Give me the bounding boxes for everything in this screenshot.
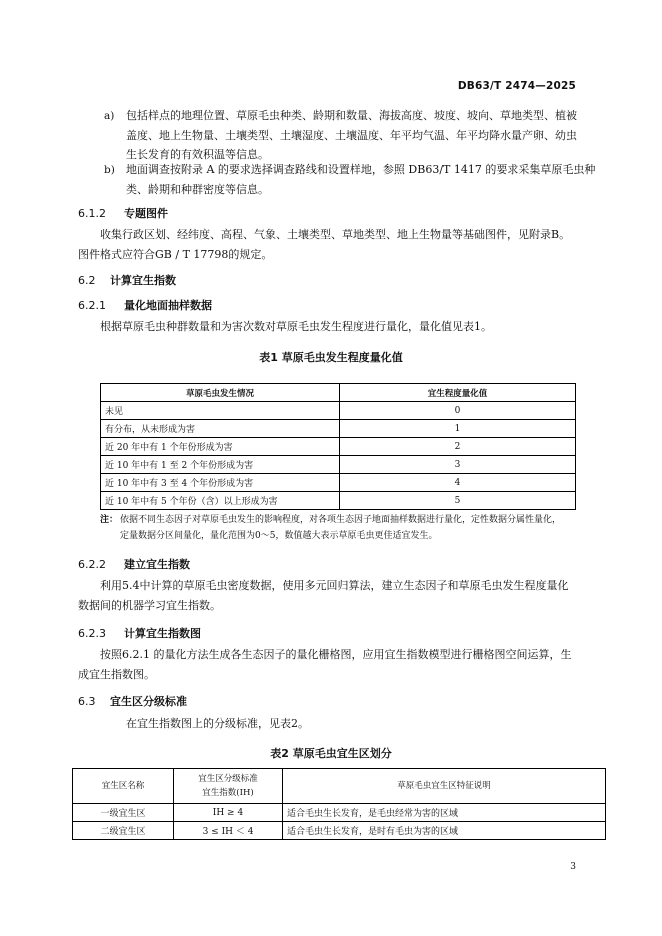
table-row <box>73 804 606 822</box>
table-header-cell: 宜生区名称 <box>73 769 174 804</box>
page-number: 3 <box>570 862 576 872</box>
section-6-1-2-body <box>78 225 571 264</box>
table1 <box>100 383 576 510</box>
section-6-3-body: 在宜生指数图上的分级标准，见表2。 <box>126 717 309 730</box>
table-cell: 近 10 年中有 3 至 4 个年份形成为害 <box>101 474 340 492</box>
table-row <box>101 438 576 456</box>
table-header-cell: 宜生程度量化值 <box>340 384 576 402</box>
header-line: 宜生区分级标准 <box>198 774 258 784</box>
section-6-2-2-heading <box>78 556 190 572</box>
table1-caption: 表1 草原毛虫发生程度量化值 <box>259 351 403 364</box>
table-header-cell: 草原毛虫发生情况 <box>101 384 340 402</box>
table-cell: 近 20 年中有 1 个年份形成为害 <box>101 438 340 456</box>
list-label-b: b) <box>104 164 115 176</box>
table-cell: 二级宜生区 <box>73 822 174 840</box>
table-row <box>101 402 576 420</box>
table-cell: 适合毛虫生长发育，是时有毛虫为害的区域 <box>283 822 606 840</box>
table-header-row <box>73 769 606 804</box>
table2-caption: 表2 草原毛虫宜生区划分 <box>270 747 392 760</box>
header-line: 宜生指数(IH) <box>202 788 254 798</box>
table-cell: 有分布，从未形成为害 <box>101 420 340 438</box>
list-item-a-line: 盖度、地上生物量、土壤类型、土壤湿度、土壤温度、年平均气温、年平均降水量产卵、幼虫 <box>126 128 577 142</box>
note-line: 定量数据分区间量化，量化范围为0～5，数值越大表示草原毛虫更佳适宜发生。 <box>120 531 438 541</box>
section-number: 6.2.2 <box>78 558 106 571</box>
table-cell: 0 <box>340 402 576 420</box>
section-6-2-1-body: 根据草原毛虫种群数量和为害次数对草原毛虫发生程度进行量化，量化值见表1。 <box>100 320 492 333</box>
table-cell: 适合毛虫生长发育，是毛虫经常为害的区域 <box>283 804 606 822</box>
table-cell: 1 <box>340 420 576 438</box>
table-cell: 3 ≤ IH ＜ 4 <box>174 822 283 840</box>
table-cell: 2 <box>340 438 576 456</box>
document-code: DB63/T 2474—2025 <box>457 80 576 92</box>
section-6-2-1-heading <box>78 297 212 313</box>
section-title: 建立宜生指数 <box>124 558 190 571</box>
list-item-b <box>126 160 595 199</box>
section-number: 6.2.1 <box>78 299 106 312</box>
section-title: 宜生区分级标准 <box>110 695 187 708</box>
table-header-cell <box>174 769 283 804</box>
section-number: 6.2 <box>78 274 96 287</box>
list-item-a <box>126 106 577 165</box>
paragraph-line: 数据间的机器学习宜生指数。 <box>78 598 221 612</box>
list-item-b-line: 类、龄期和种群密度等信息。 <box>126 182 269 196</box>
table-cell: 3 <box>340 456 576 474</box>
list-item-a-line: 包括样点的地理位置、草原毛虫种类、龄期和数量、海拔高度、坡度、坡向、草地类型、植被 <box>126 109 577 122</box>
section-title: 量化地面抽样数据 <box>124 299 212 312</box>
paragraph-line: 收集行政区划、经纬度、高程、气象、土壤类型、草地类型、地上生物量等基础图件，见附录B。 <box>100 228 571 241</box>
section-6-2-heading <box>78 272 176 288</box>
paragraph-line: 按照6.2.1 的量化方法生成各生态因子的量化栅格图，应用宜生指数模型进行栅格图空间运算，生 <box>100 648 572 661</box>
paragraph-line: 利用5.4中计算的草原毛虫密度数据，使用多元回归算法，建立生态因子和草原毛虫发生程度量化 <box>100 579 569 592</box>
table1-note-label: 注： <box>100 515 119 525</box>
list-item-a-line: 生长发育的有效积温等信息。 <box>126 148 269 161</box>
table-cell: IH ≥ 4 <box>174 804 283 822</box>
table-row <box>101 456 576 474</box>
list-item-b-line: 地面调查按附录 A 的要求选择调查路线和设置样地，参照 DB63/T 1417 的要求采集草原毛虫种 <box>126 163 596 176</box>
table1-note <box>120 512 561 544</box>
table-row <box>73 822 606 840</box>
table-cell: 近 10 年中有 1 至 2 个年份形成为害 <box>101 456 340 474</box>
note-line: 依据不同生态因子对草原毛虫发生的影响程度，对各项生态因子地面抽样数据进行量化，定性数据分属性量化， <box>120 515 562 525</box>
table-cell: 未见 <box>101 402 340 420</box>
section-title: 专题图件 <box>124 207 168 220</box>
section-title: 计算宜生指数 <box>110 274 176 287</box>
section-number: 6.3 <box>78 695 96 708</box>
table-cell: 一级宜生区 <box>73 804 174 822</box>
table-row <box>101 474 576 492</box>
table2 <box>72 768 606 840</box>
table-cell: 4 <box>340 474 576 492</box>
section-title: 计算宜生指数图 <box>124 627 201 640</box>
table-row <box>101 420 576 438</box>
section-6-3-heading <box>78 693 187 709</box>
list-label-a: a) <box>104 110 115 122</box>
section-6-1-2-heading <box>78 205 168 221</box>
table-cell: 5 <box>340 492 576 510</box>
section-6-2-2-body <box>78 576 569 615</box>
paragraph-line: 成宜生指数图。 <box>78 667 155 681</box>
table-header-row <box>101 384 576 402</box>
section-6-2-3-heading <box>78 625 201 641</box>
section-6-2-3-body <box>78 645 572 684</box>
table-row <box>101 492 576 510</box>
table-header-cell: 草原毛虫宜生区特征说明 <box>283 769 606 804</box>
paragraph-line: 图件格式应符合GB / T 17798的规定。 <box>78 247 273 261</box>
section-number: 6.1.2 <box>78 207 106 220</box>
section-number: 6.2.3 <box>78 627 106 640</box>
table-cell: 近 10 年中有 5 个年份（含）以上形成为害 <box>101 492 340 510</box>
